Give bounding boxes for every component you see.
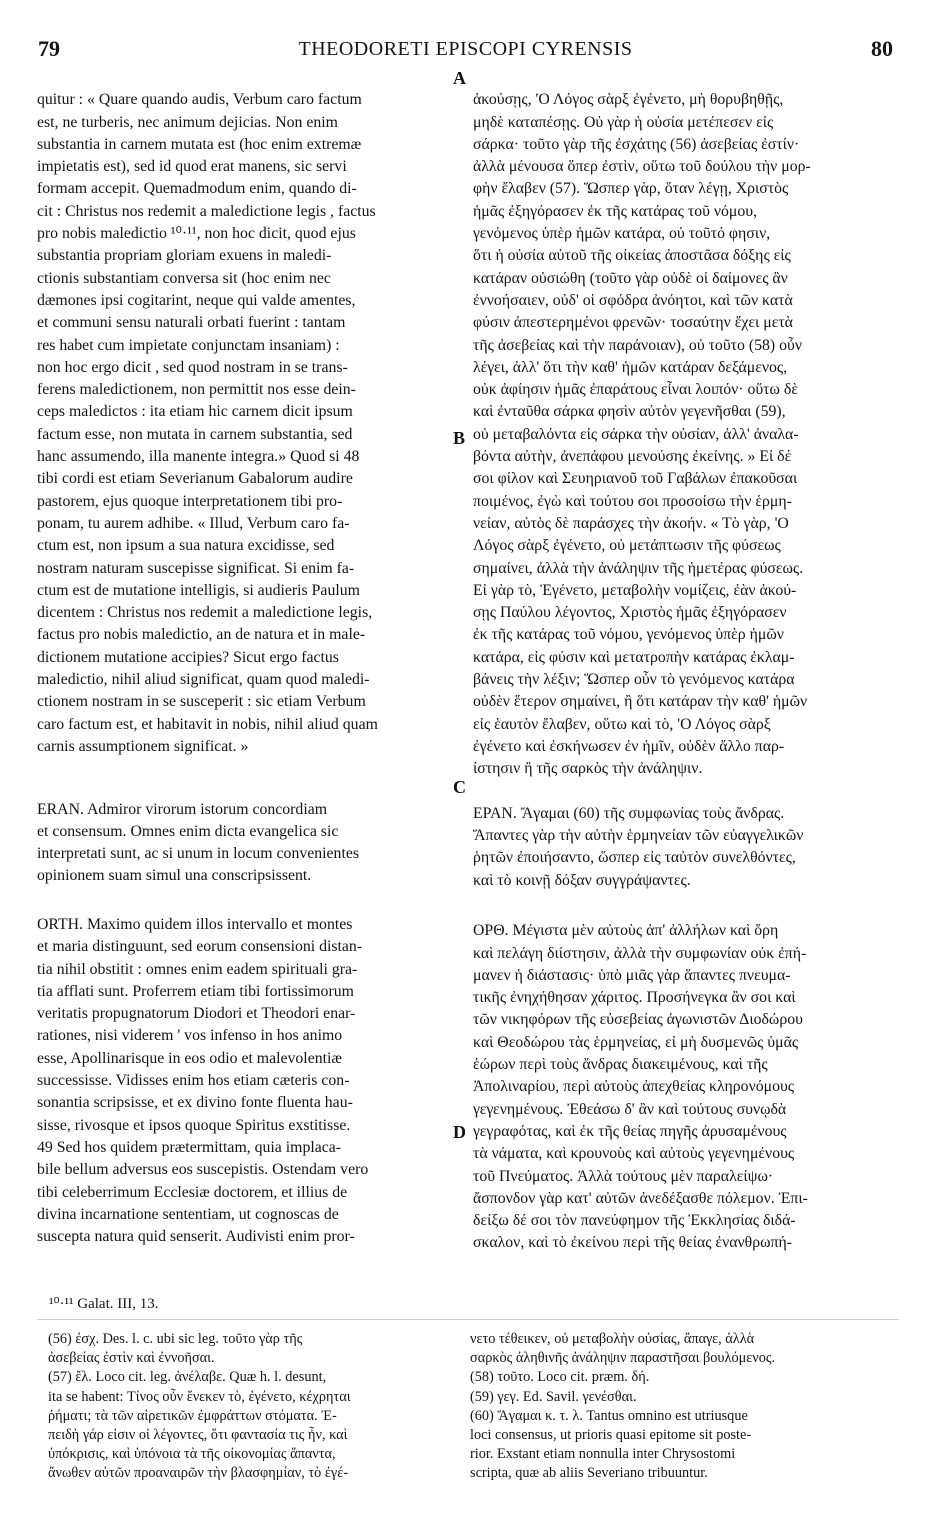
running-title: THEODORETI EPISCOPI CYRENSIS xyxy=(298,38,633,60)
greek-column xyxy=(473,67,893,1277)
greek-paragraph: ΟΡΘ. Μέγιστα μὲν αὐτοὺς ἀπ' ἀλλήλων καὶ ὄρη καὶ πελάγη διίστησιν, ἀλλὰ τὴν συμφωνίαν οὐκ ἐπή- μανεν ἡ διάστασις· ὑπὸ μιᾶς γὰρ ἅπαντες πνευμα- τικῆς ἐνηχήθησαν χάριτος. Προσήνεγκα ἂν σοι καὶ τῶν νικηφόρων τῆς εὐσεβείας ἀγωνιστῶν Διοδώρου καὶ Θεοδώρου τὰς ἑρμηνείας, εἰ μὴ δυσμενῶς ὑμᾶς ἑώρων περὶ τοὺς ἄνδρας διακειμένους, καὶ τῆς Ἀπολιναρίου, περὶ αὐτοὺς ἀπεχθείας κληρονόμους γεγενημένους. Ἐθεάσω δ' ἂν καὶ τούτους συνῳδὰ γεγραφότας, καὶ ἐκ τῆς θείας πηγῆς ἀρυσαμένους τὰ νάματα, καὶ κρουνοὺς καὶ αὐτοὺς γεγενημένους τοῦ Πνεύματος. Ἀλλὰ τούτους μὲν παραλείψω· ἄσπονδον γὰρ κατ' αὐτῶν ἀνεδέξασθε πόλεμον. Ἐπι- δείξω δέ σοι τὸν πανεύφημον τῆς Ἐκκλησίας διδά- σκαλον, καὶ τὸ ἐκείνου περὶ τῆς θείας ἐνανθρωπή- xyxy=(473,922,808,1252)
margin-marker: C xyxy=(453,777,466,797)
page-number-right: 80 xyxy=(871,36,893,61)
page-number-left: 79 xyxy=(38,36,60,61)
latin-paragraph: quitur : « Quare quando audis, Verbum caro factum est, ne turberis, nec animum dejicias. Non enim substantia in carnem mutata est (hoc enim extremæ impietatis est), sed id quod erat manens, sic servi formam accepit. Quemadmodum enim, quando di- cit : Christus nos redemit a maledictione legis , factus pro nobis maledictio ¹⁰·¹¹, non hoc dicit, quod ejus substantia propriam gloriam exuens in maledi- ctionis substantiam conversa sit (hoc enim nec dæmones ipsi cogitarint, neque qui valde amentes, et communi sensu naturali orbati fuerint : tantam res habet cum impietate conjunctam insaniam) : non hoc ergo dicit , sed quod nostram in se trans- ferens maledictionem, non permittit nos esse dein- ceps maledictos : ita etiam hic carnem dicit ipsum factum esse, non mutata in carnem substantia, sed hanc assumendo, illa manente integra.» Quod si 48 tibi cordi est etiam Severianum Gabalorum audire pastorem, ejus quoque interpretationem tibi pro- ponam, tu aurem adhibe. « Illud, Verbum caro fa- ctum est, non ipsum a sua natura excidisse, sed nostram naturam suscepisse significat. Si enim fa- ctum est de mutatione intelligis, si audieris Paulum dicentem : Christus nos redemit a maledictione legis, factus pro nobis maledictio, an de natura et in male- dictionem mutatione accipies? Sicut ergo factus maledictio, nihil aliud significat, quam quod maledi- ctionem nostram in se susceperit : sic etiam Verbum caro factum est, et habitavit in nobis, nihil aliud quam carnis assumptionem significat. » xyxy=(37,91,378,755)
critical-notes-left: (56) ἐσχ. Des. l. c. ubi sic leg. τοῦτο γὰρ τῆς ἀσεβείας ἐστὶν καὶ ἐννοῆσαι. (57) ἔλ. Loco cit. leg. ἀνέλαβε. Quæ h. l. desunt, ita se habent: Τίνος οὖν ἕνεκεν τὸ, ἐγένετο, κέχρηται ῥήματι; τὰ τῶν αἱρετικῶν ἐμφράττων στόματα. Ἐ- πειδὴ γάρ εἰσιν οἱ λέγοντες, ὅτι φαντασία τις ἦν, καὶ ὑπόκρισις, καὶ ὑπόνοια τὰ τῆς οἰκονομίας ἅπαντα, ἄνωθεν αὐτῶν προαναιρῶν τὴν βλασφημίαν, τὸ ἐγέ- xyxy=(48,1331,351,1482)
latin-paragraph: ERAN. Admiror virorum istorum concordiam et consensum. Omnes enim dicta evangelica sic interpretati sunt, ac si unum in locum convenientes opinionem suam simul una conscripsissent. xyxy=(37,800,360,885)
critical-notes-right: νετο τέθεικεν, οὐ μεταβολὴν οὐσίας, ἄπαγε, ἀλλὰ σαρκὸς ἀληθινῆς ἀνάληψιν παραστῆσαι βουλόμενος. (58) τοῦτο. Loco cit. præm. δή. (59) γεγ. Ed. Savil. γενέσθαι. (60) Ἄγαμαι κ. τ. λ. Tantus omnino est utriusque loci consensus, ut prioris quasi epitome sit poste- rior. Exstant etiam nonnulla inter Chrysostomi scripta, quæ ab aliis Severiano tribuuntur. xyxy=(470,1331,776,1482)
page-header xyxy=(38,36,893,66)
greek-paragraph: ΕΡΑΝ. Ἄγαμαι (60) τῆς συμφωνίας τοὺς ἄνδρας. Ἅπαντες γὰρ τὴν αὐτὴν ἑρμηνείαν τῶν εὐαγγελικῶν ῥητῶν ἐποιήσαντο, ὥσπερ εἰς ταὐτὸν συνελθόντες, καὶ τὸ κοινῇ δόξαν συγγράψαντες. xyxy=(473,804,804,889)
greek-paragraph: ἀκούσῃς, 'Ο Λόγος σὰρξ ἐγένετο, μὴ θορυβηθῇς, μηδὲ καταπέσῃς. Οὐ γὰρ ἡ οὐσία μετέπεσεν εἰς σάρκα· τοῦτο γὰρ τῆς ἐσχάτης (56) ἀσεβείας ἐστίν· ἀλλὰ μένουσα ὅπερ ἐστὶν, οὕτω τοῦ δούλου τὴν μορ- φὴν ἔλαβεν (57). Ὥσπερ γὰρ, ὅταν λέγῃ, Χριστὸς ἡμᾶς ἐξηγόρασεν ἐκ τῆς κατάρας τοῦ νόμου, γενόμενος ὑπὲρ ἡμῶν κατάρα, οὐ τοῦτό φησιν, ὅτι ἡ οὐσία αὐτοῦ τῆς οἰκείας ἀποστᾶσα δόξης εἰς κατάραν οὐσιώθη (τοῦτο γὰρ οὐδὲ οἱ δαίμονες ἂν ἐννοήσαιεν, οὐδ' οἱ σφόδρα ἀνόητοι, καὶ τῶν κατὰ φύσιν ἀπεστερημένοι φρενῶν· τοσαύτην ἔχει μετὰ τῆς ἀσεβείας καὶ τὴν παράνοιαν), οὐ τοῦτο (58) οὖν λέγει, ἀλλ' ὅτι τὴν καθ' ἡμῶν κατάραν δεξάμενος, οὐκ ἀφίησιν ἡμᾶς ἐπαράτους εἶναι λοιπόν· οὕτω δὲ καὶ ἐνταῦθα σάρκα φησὶν αὐτὸν γεγενῆσθαι (59), οὐ μεταβαλόντα εἰς σάρκα τὴν οὐσίαν, ἀλλ' ἀναλα- βόντα αὐτὴν, ἀνεπάφου μενούσης ἐκείνης. » Εἰ δέ σοι φίλον καὶ Σευηριανοῦ τοῦ Γαβάλων ἐπακοῦσαι ποιμένος, ἐγὼ καὶ τούτου σοι προσοίσω τὴν ἑρμη- νείαν, αὐτὸς δὲ παράσχες τὴν ἀκοήν. « Τὸ γὰρ, 'Ο Λόγος σὰρξ ἐγένετο, οὐ μετάπτωσιν τῆς φύσεως σημαίνει, ἀλλὰ τὴν ἀνάληψιν τῆς ἡμετέρας φύσεως. Εἰ γὰρ τὸ, Ἐγένετο, μεταβολὴν νομίζεις, ἐὰν ἀκού- σῃς Παύλου λέγοντος, Χριστὸς ἡμᾶς ἐξηγόρασεν ἐκ τῆς κατάρας τοῦ νόμου, γενόμενος ὑπὲρ ἡμῶν κατάρα, εἰς φύσιν καὶ μετατροπὴν κατάρας ἐκλαμ- βάνεις τὴν λέξιν; Ὥσπερ οὖν τὸ γενόμενος κατάρα οὐδὲν ἕτερον σημαίνει, ἢ ὅτι κατάραν τὴν καθ' ἡμῶν εἰς ἑαυτὸν ἔλαβεν, οὕτω καὶ τὸ, 'Ο Λόγος σὰρξ ἐγένετο καὶ ἐσκήνωσεν ἐν ἡμῖν, οὐδὲν ἄλλο παρ- ίστησιν ἢ τῆς σαρκὸς τὴν ἀνάληψιν. xyxy=(473,91,811,778)
footnote-divider xyxy=(37,1319,899,1320)
margin-marker: A xyxy=(453,68,466,88)
latin-column xyxy=(37,67,454,1271)
margin-marker: B xyxy=(453,428,466,448)
margin-marker: D xyxy=(453,1122,466,1142)
latin-paragraph: ORTH. Maximo quidem illos intervallo et montes et maria distinguunt, sed eorum consensioni distan- tia nihil obstitit : omnes enim eadem spirituali gra- tia afflati sunt. Proferrem etiam tibi fortissimorum veritatis propugnatorum Diodori et Theodori enar- rationes, nisi viderem ' vos infenso in hos animo esse, Apollinarisque in eos odio et malevolentiæ successisse. Vidisses enim hos etiam cæteris con- sonantia scripsisse, et ex divino fonte fluenta hau- sisse, rivosque et ipsos quoque Spiritus exstitisse. 49 Sed hos quidem prætermittam, quia implaca- bile bellum adversus eos suscepistis. Ostendam vero tibi celeberrimum Ecclesiæ doctorem, et illius de divina incarnatione sententiam, ut cognoscas de suscepta natura quid senserit. Audivisti enim pror- xyxy=(37,915,369,1246)
biblical-footnote: ¹⁰·¹¹ Galat. III, 13. xyxy=(49,1296,159,1312)
